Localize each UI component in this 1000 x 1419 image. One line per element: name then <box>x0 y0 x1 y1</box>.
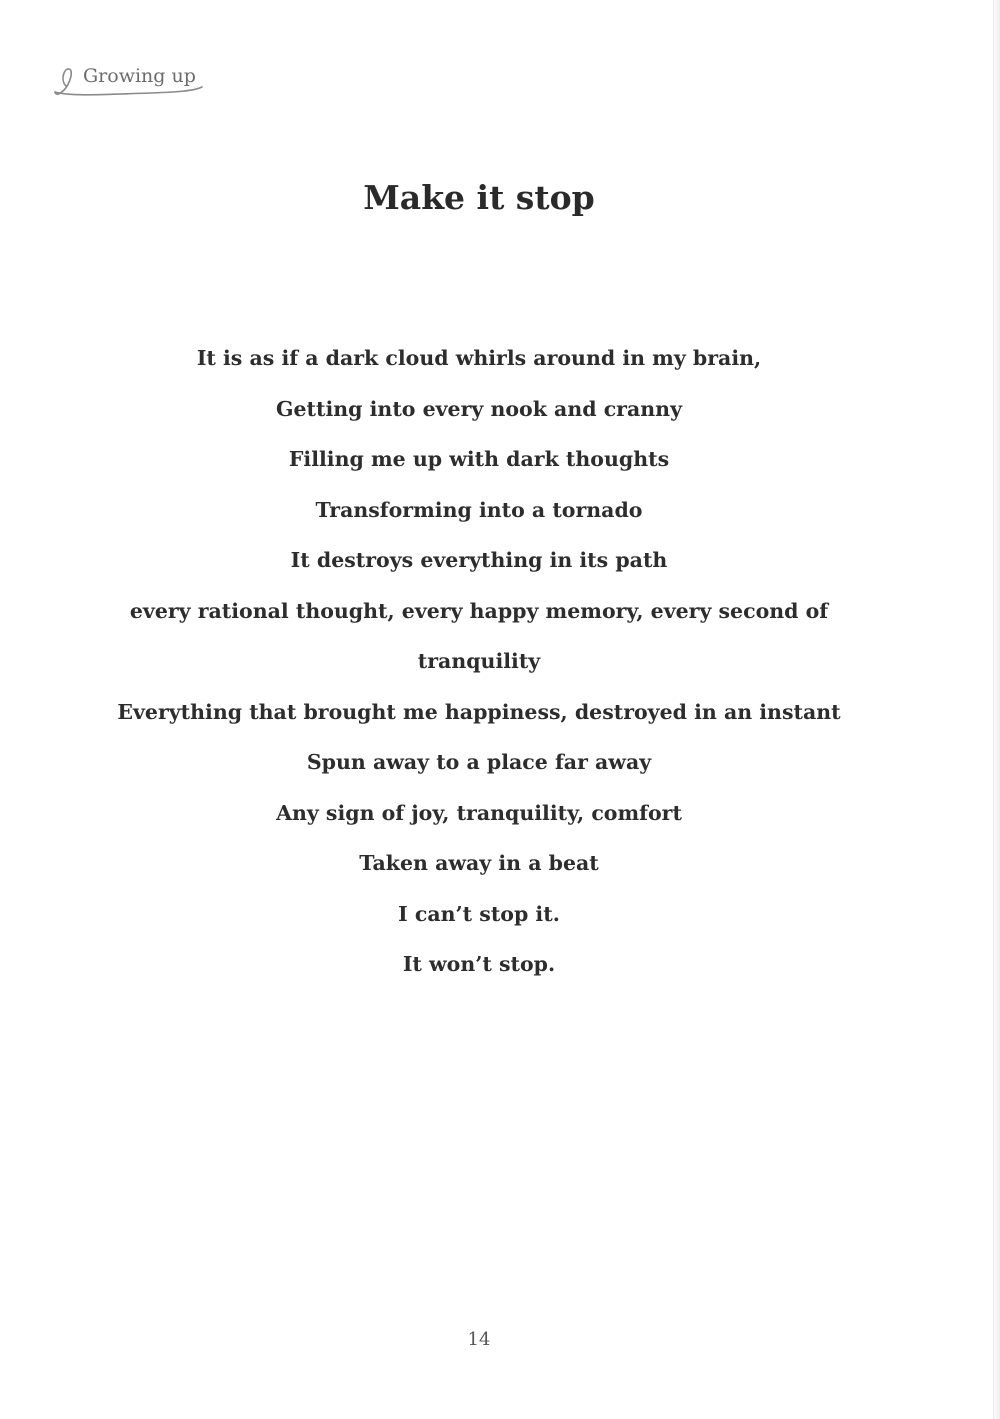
page-title: Make it stop <box>363 178 595 217</box>
poem-line: Spun away to a place far away <box>306 750 652 774</box>
poem-line: I can’t stop it. <box>398 901 560 926</box>
poem-line: Getting into every nook and cranny <box>275 396 682 421</box>
poem-line: Filling me up with dark thoughts <box>288 447 670 471</box>
poem-line: every rational thought, every happy memory, every second of <box>129 598 829 623</box>
poem-line: Taken away in a beat <box>359 851 599 875</box>
poem-line: It destroys everything in its path <box>290 548 668 572</box>
poem-line: Transforming into a tornado <box>315 497 643 522</box>
section-header <box>52 60 212 104</box>
poem-line: It won’t stop. <box>402 952 556 976</box>
poem-line: Everything that brought me happiness, destroyed in an instant <box>117 699 841 724</box>
poem-line: tranquility <box>417 649 541 673</box>
poem-body <box>100 333 858 990</box>
poem-line: Any sign of joy, tranquility, comfort <box>276 800 682 825</box>
section-label: Growing up <box>83 65 196 87</box>
page-edge-shadow <box>993 0 1000 1419</box>
page-number: 14 <box>467 1329 491 1350</box>
poem-line: It is as if a dark cloud whirls around in my brain, <box>196 346 762 370</box>
